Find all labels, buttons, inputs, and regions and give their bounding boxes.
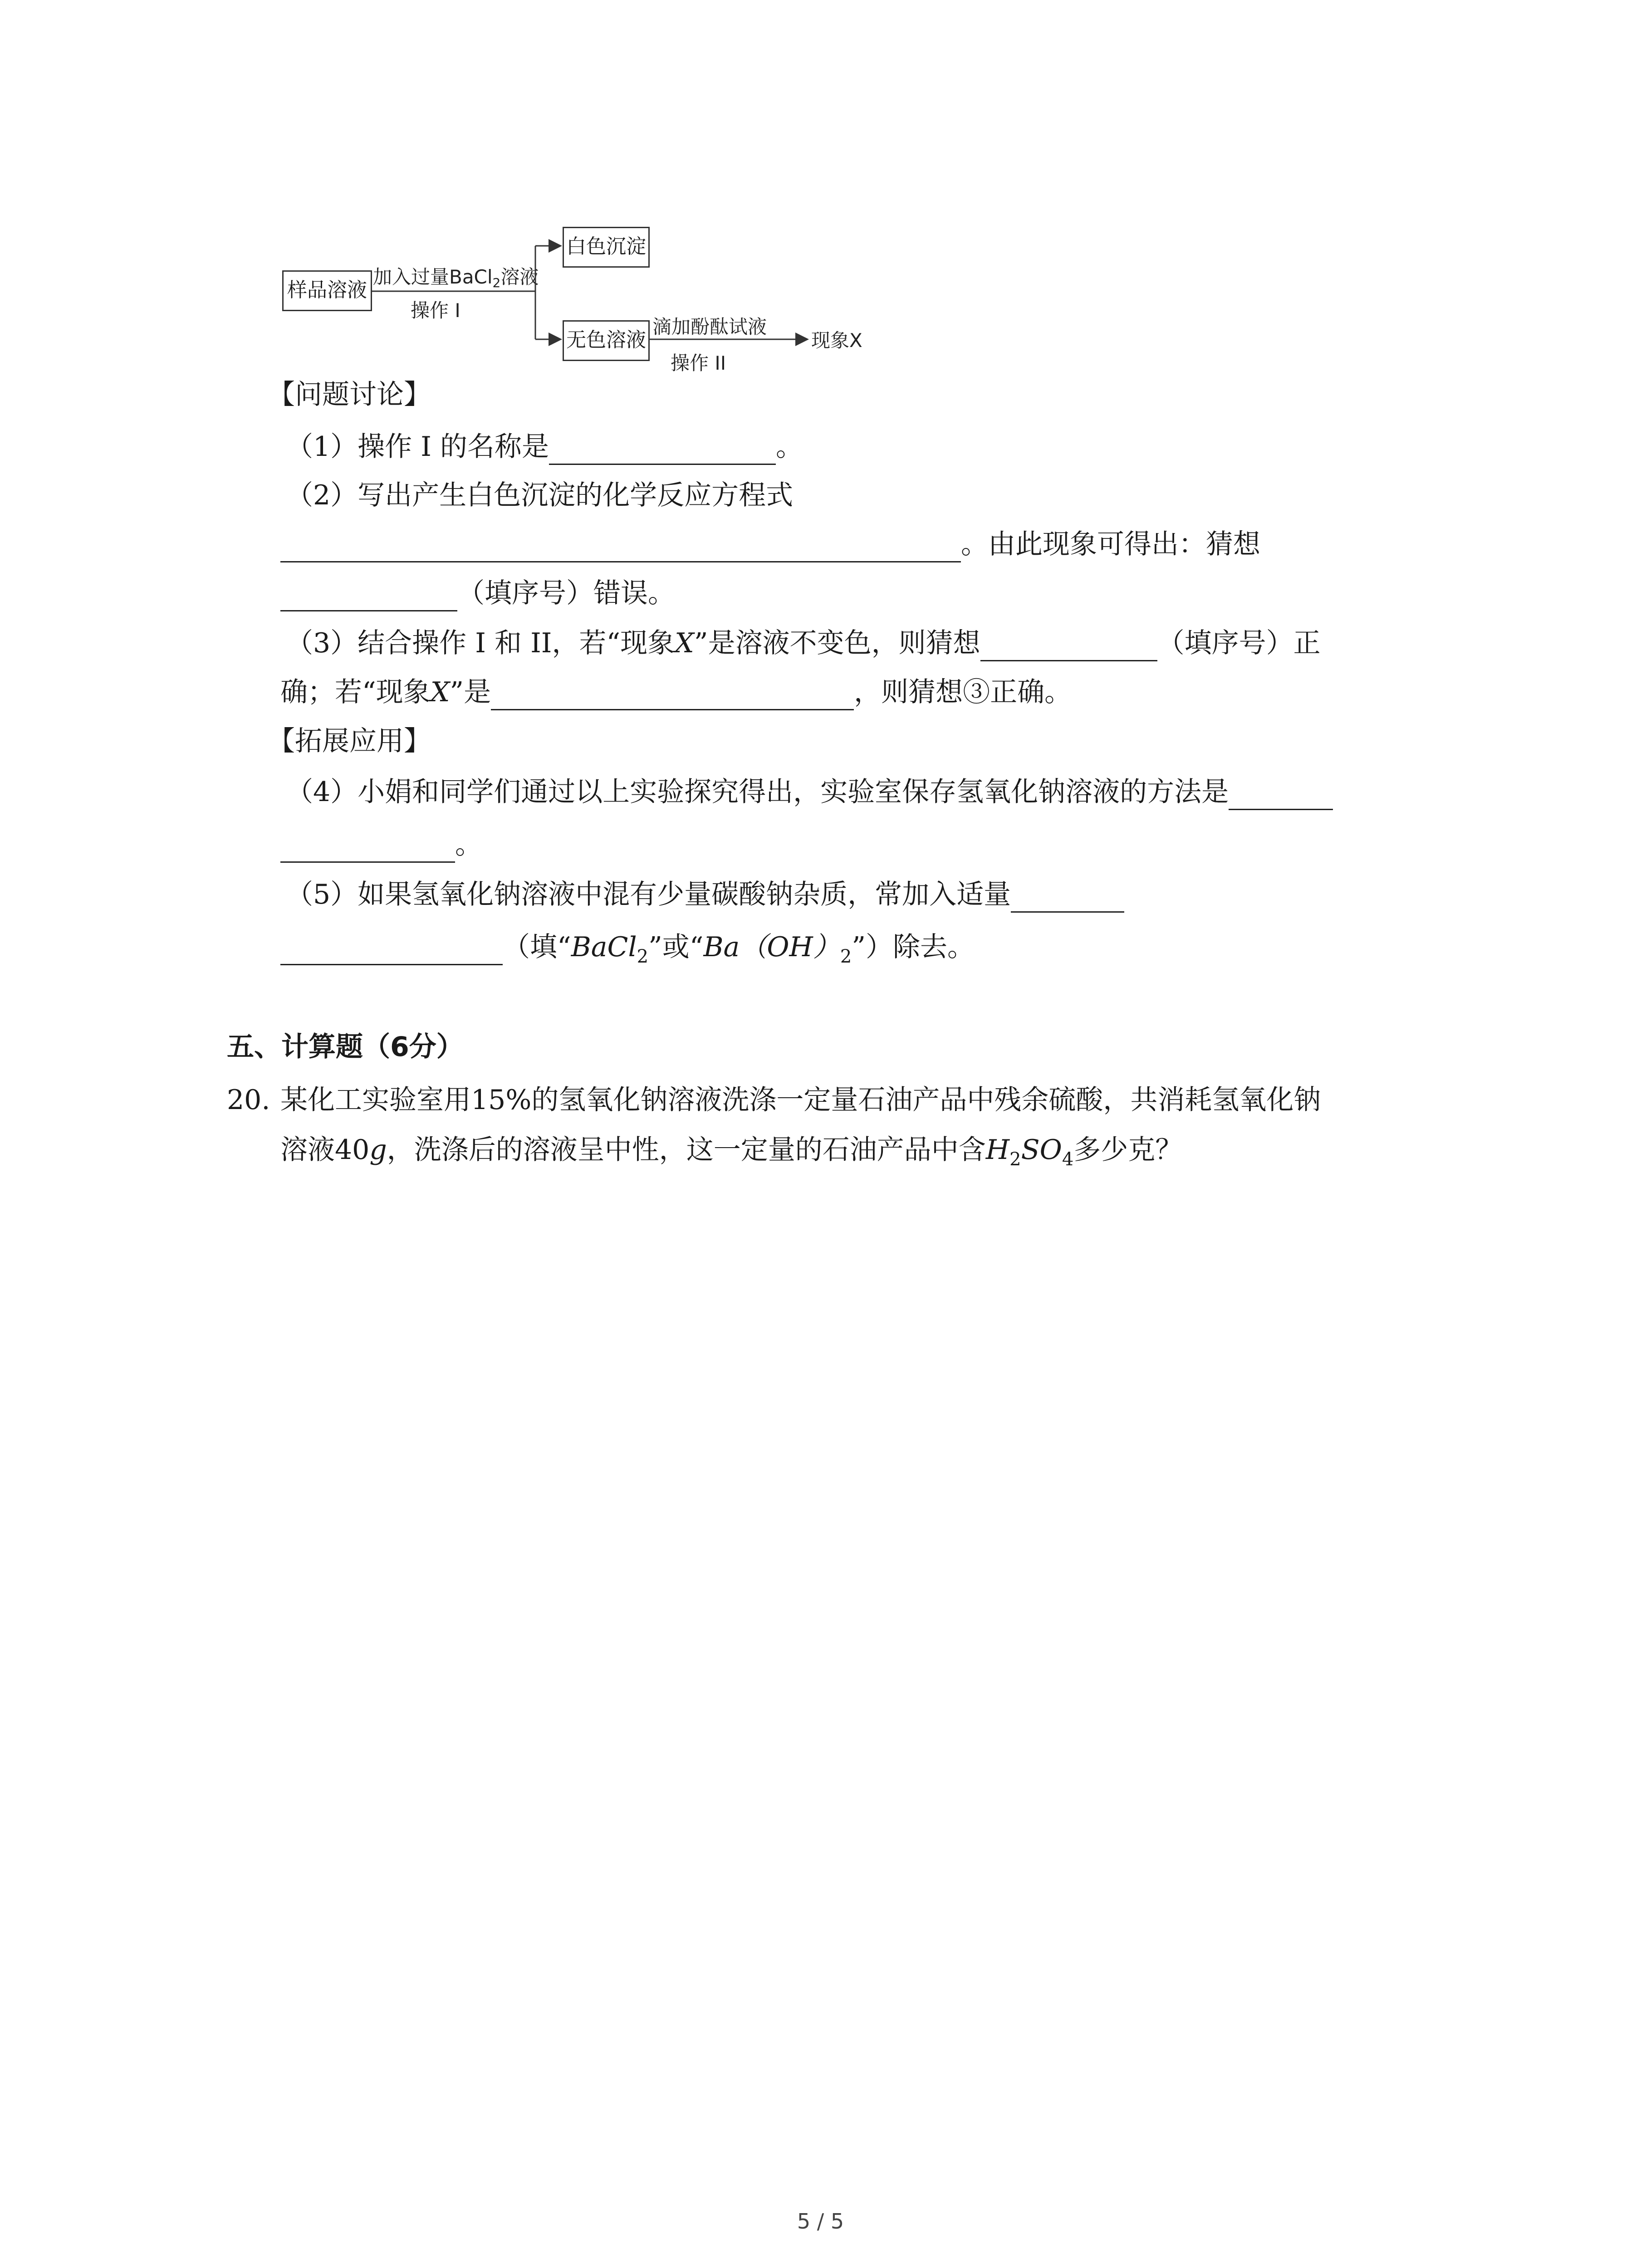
reagent2-label: 滴加酚酞试液 bbox=[652, 316, 767, 338]
page-number: 5 / 5 bbox=[797, 2209, 844, 2234]
question-2: （2）写出产生白色沉淀的化学反应方程式 bbox=[286, 479, 794, 511]
question-1: （1）操作 I 的名称是 。 bbox=[286, 429, 803, 465]
question-3-line2: 确；若“现象X”是 ，则猜想③正确。 bbox=[280, 674, 1072, 710]
question-5: （5）如果氢氧化钠溶液中混有少量碳酸钠杂质，常加入适量 bbox=[286, 876, 1124, 913]
sample-solution-box: 样品溶液 bbox=[282, 270, 372, 311]
q1-answer-blank[interactable] bbox=[549, 433, 776, 465]
extension-heading: 【拓展应用】 bbox=[268, 725, 431, 757]
question-20-line2: 溶液40g，洗涤后的溶液呈中性，这一定量的石油产品中含$H_2SO_4$多少克？ bbox=[280, 1134, 1183, 1170]
question-20-number: 20. bbox=[227, 1084, 270, 1116]
operation1-label: 操作 I bbox=[411, 299, 460, 322]
question-4: （4）小娟和同学们通过以上实验探究得出，实验室保存氢氧化钠溶液的方法是 bbox=[286, 774, 1333, 810]
question-2-line2: 。由此现象可得出：猜想 bbox=[280, 526, 1260, 562]
flowchart-arrows bbox=[0, 0, 907, 408]
reagent1-label: 加入过量BaCl$_2$溶液 bbox=[373, 266, 539, 290]
q5-reagent-blank[interactable] bbox=[1011, 880, 1124, 913]
question-20-line1: 某化工实验室用15%的氢氧化钠溶液洗涤一定量石油产品中残余硫酸，共消耗氢氧化钠 bbox=[280, 1084, 1321, 1116]
q2-equation-blank[interactable] bbox=[280, 530, 961, 562]
question-4-line2: 。 bbox=[280, 826, 482, 863]
question-2-line3: （填序号）错误。 bbox=[280, 575, 675, 611]
question-5-line2: （填“BaCl$_2$”或“$Ba(OH)_2$”）除去。 bbox=[280, 929, 975, 965]
q3-guess-blank[interactable] bbox=[980, 629, 1157, 661]
colorless-solution-box: 无色溶液 bbox=[563, 320, 650, 361]
phenomenon-x-label: 现象X bbox=[811, 329, 862, 352]
q3-phenomenon-blank[interactable] bbox=[491, 678, 854, 710]
discussion-heading: 【问题讨论】 bbox=[268, 379, 431, 411]
section-5-heading: 五、计算题（6分） bbox=[227, 1031, 464, 1063]
question-3: （3）结合操作 I 和 II，若“现象X”是溶液不变色，则猜想 （填序号）正 bbox=[286, 625, 1321, 661]
q4-method-blank[interactable] bbox=[1229, 778, 1333, 810]
q4-method-blank-cont[interactable] bbox=[280, 831, 455, 863]
operation2-label: 操作 II bbox=[671, 352, 726, 374]
q5-reagent-blank-cont[interactable] bbox=[280, 933, 503, 965]
white-precipitate-box: 白色沉淀 bbox=[563, 227, 650, 268]
q2-guess-blank[interactable] bbox=[280, 579, 457, 611]
